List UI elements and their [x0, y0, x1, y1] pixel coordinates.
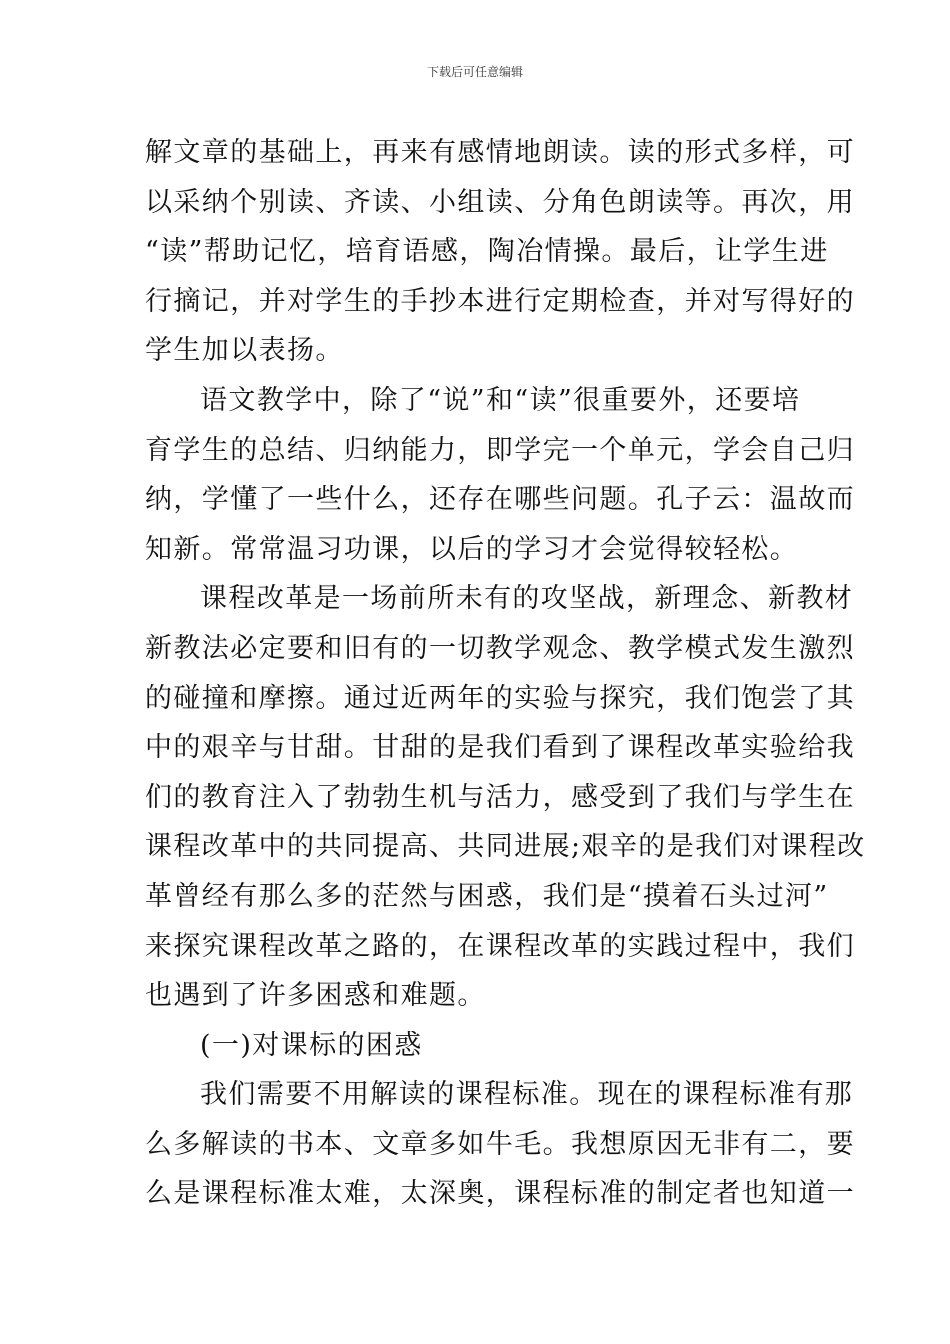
text-line: 来探究课程改革之路的，在课程改革的实践过程中，我们: [145, 930, 855, 962]
text-line: 育学生的总结、归纳能力，即学完一个单元，学会自己归: [145, 434, 855, 466]
text-line: 我们需要不用解读的课程标准。现在的课程标准有那: [200, 1079, 854, 1111]
text-line: 的碰撞和摩擦。通过近两年的实验与探究，我们饱尝了其: [145, 682, 855, 714]
text-line: 以采纳个别读、齐读、小组读、分角色朗读等。再次，用: [145, 186, 855, 218]
paragraph-5: [145, 1070, 855, 1219]
text-line: “读”帮助记忆，培育语感，陶冶情操。最后，让学生进: [145, 236, 829, 268]
heading-text: (一)对课标的困惑: [200, 1029, 423, 1061]
paragraph-1: [145, 128, 855, 376]
text-line: 纳，学懂了一些什么，还存在哪些问题。孔子云：温故而: [145, 484, 855, 516]
text-line: 行摘记，并对学生的手抄本进行定期检查，并对写得好的: [145, 285, 855, 317]
text-line: 新教法必定要和旧有的一切教学观念、教学模式发生激烈: [145, 632, 855, 664]
document-body: [145, 128, 866, 1219]
text-line: 语文教学中，除了“说”和“读”很重要外，还要培: [200, 384, 801, 416]
text-line: 课程改革是一场前所未有的攻坚战，新理念、新教材: [200, 583, 854, 615]
paragraph-3: [145, 574, 866, 1020]
text-line: 也遇到了许多困惑和难题。: [145, 980, 486, 1012]
text-line: 中的艰辛与甘甜。甘甜的是我们看到了课程改革实验给我: [145, 732, 855, 764]
paragraph-2: [145, 376, 855, 574]
text-line: 知新。常常温习功课，以后的学习才会觉得较轻松。: [145, 533, 799, 565]
text-line: 课程改革中的共同提高、共同进展;艰辛的是我们对课程改: [145, 831, 866, 863]
text-line: 们的教育注入了勃勃生机与活力，感受到了我们与学生在: [145, 781, 855, 813]
page-header-note: 下载后可任意编辑: [426, 65, 523, 79]
text-line: 解文章的基础上，再来有感情地朗读。读的形式多样，可: [145, 137, 855, 168]
text-line: 学生加以表扬。: [145, 335, 344, 367]
text-line: 革曾经有那么多的茫然与困惑，我们是“摸着石头过河”: [145, 880, 829, 912]
text-line: 么多解读的书本、文章多如牛毛。我想原因无非有二，要: [145, 1128, 855, 1160]
text-line: 么是课程标准太难，太深奥，课程标准的制定者也知道一: [145, 1178, 855, 1210]
section-heading: [145, 1021, 807, 1071]
